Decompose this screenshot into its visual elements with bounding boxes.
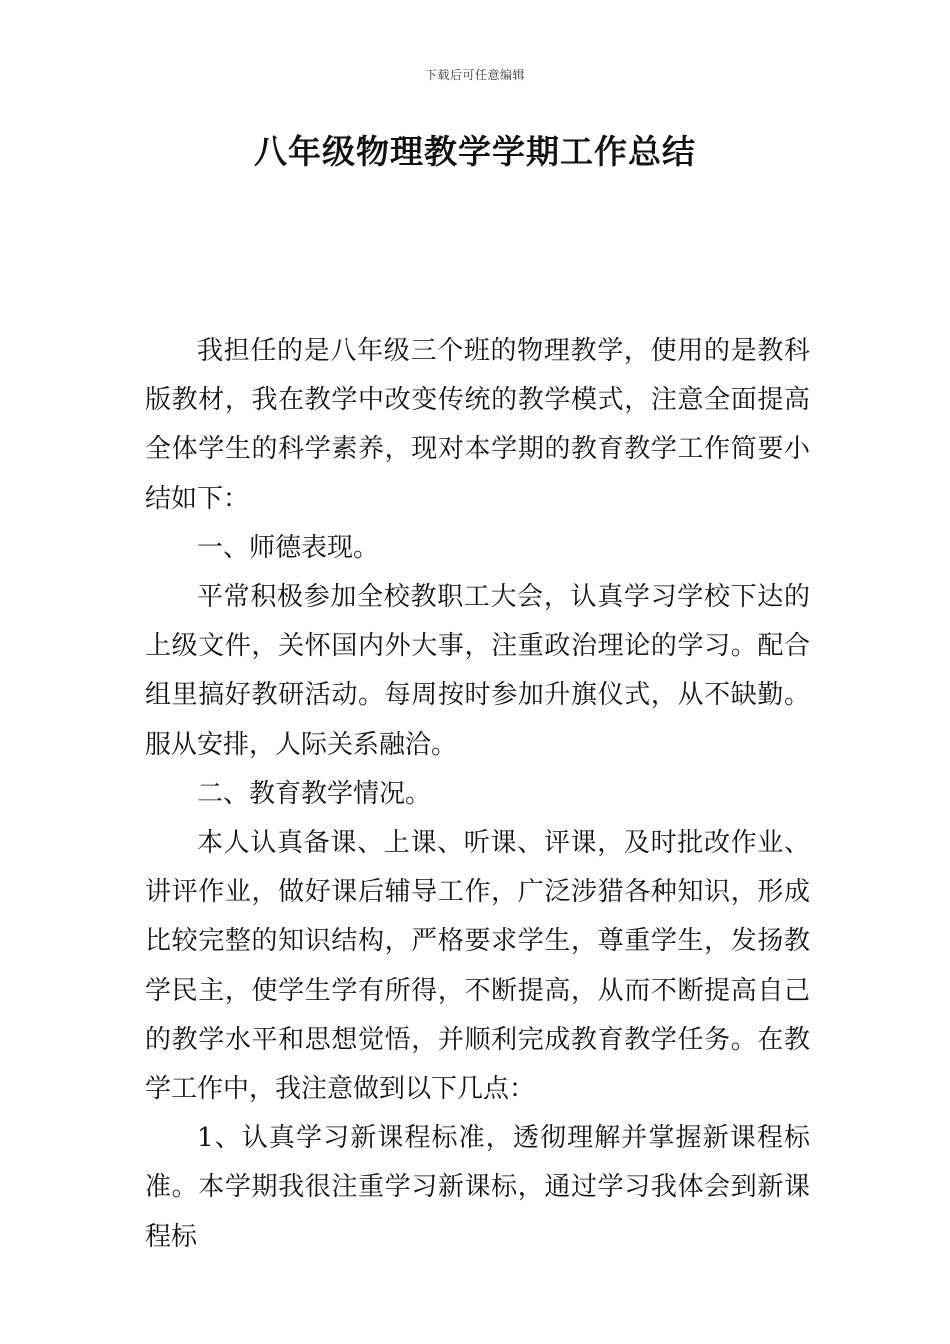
paragraph-ethics: 平常积极参加全校教职工大会，认真学习学校下达的上级文件，关怀国内外大事，注重政治理论的学习。配合组里搞好教研活动。每周按时参加升旗仪式，从不缺勤。服从安排，人际关系融洽。 <box>145 582 810 760</box>
section-heading-1: 一、师德表现。 <box>197 532 380 563</box>
section-heading-2: 二、教育教学情况。 <box>197 778 432 809</box>
paragraph-teaching: 本人认真备课、上课、听课、评课，及时批改作业、讲评作业，做好课后辅导工作，广泛涉猎各种知识，形成比较完整的知识结构，严格要求学生，尊重学生，发扬教学民主，使学生学有所得，不断提高，从而不断提高自己的教学水平和思想觉悟，并顺利完成教育教学任务。在教学工作中，我注意做到以下几点： <box>145 828 810 1105</box>
paragraph-point-1: 1、认真学习新课程标准，透彻理解并掌握新课程标准。本学期我很注重学习新课标，通过学习我体会到新课程标 <box>145 1123 810 1252</box>
document-body <box>145 327 810 1262</box>
header-note: 下载后可任意编辑 <box>424 68 525 82</box>
document-title: 八年级物理教学学期工作总结 <box>254 132 696 171</box>
paragraph-intro: 我担任的是八年级三个班的物理教学，使用的是教科版教材，我在教学中改变传统的教学模式，注意全面提高全体学生的科学素养，现对本学期的教育教学工作简要小结如下： <box>145 336 810 514</box>
